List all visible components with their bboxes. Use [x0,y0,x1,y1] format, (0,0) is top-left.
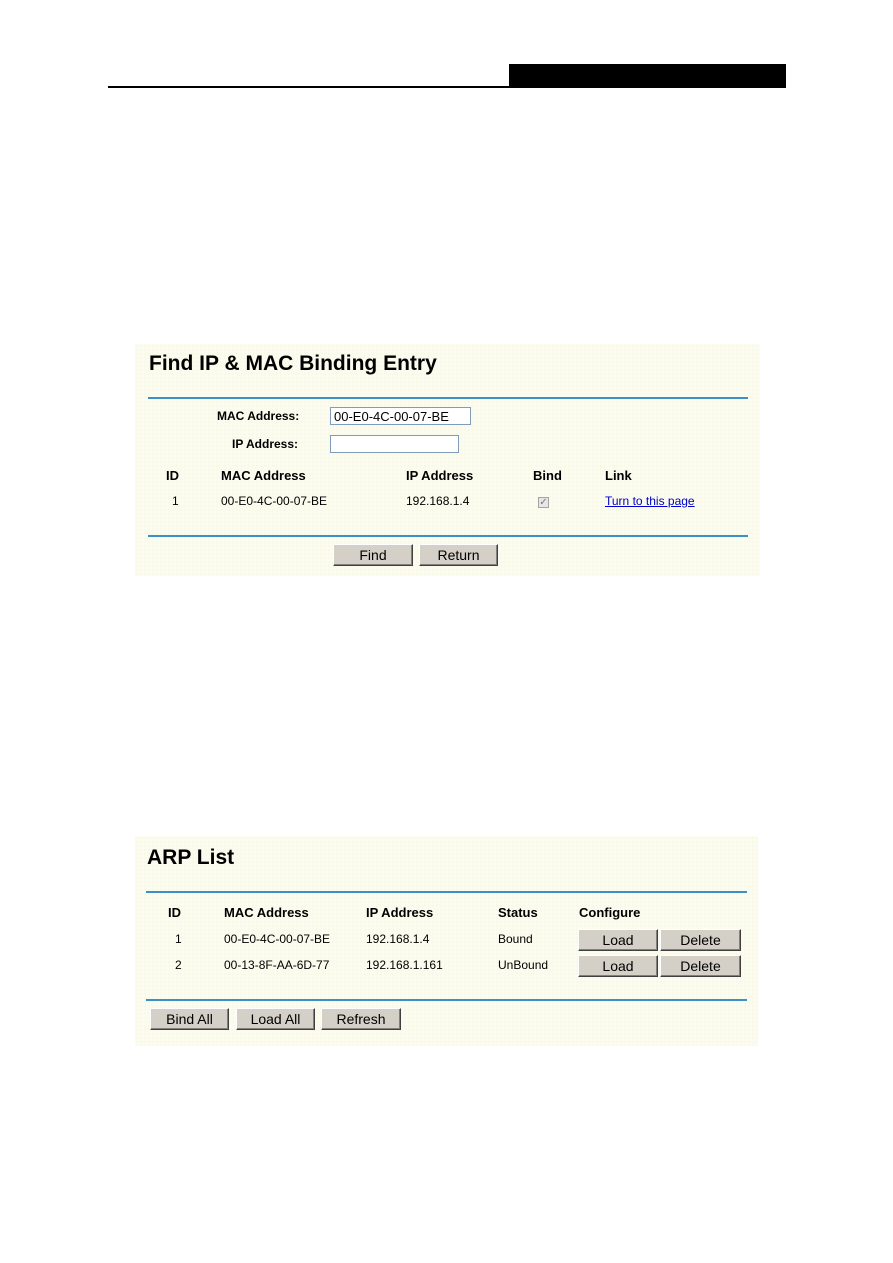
arp-row-1-status: Bound [498,932,533,946]
arp-row-1-id: 1 [175,932,182,946]
arp-row-1-mac: 00-E0-4C-00-07-BE [224,932,331,946]
arp-col-header-status: Status [498,905,538,920]
arp-col-header-configure: Configure [579,905,641,920]
arp-list-panel [135,836,758,1046]
mac-address-label: MAC Address: [217,409,300,423]
arp-col-header-id: ID [168,905,181,920]
arp-row-2-status: UnBound [498,958,549,972]
arp-row-2-id: 2 [175,958,182,972]
result-mac: 00-E0-4C-00-07-BE [221,494,328,508]
find-bottom-divider [148,535,748,537]
arp-top-divider [146,891,747,893]
arp-col-header-ip: IP Address [366,905,434,920]
col-header-id: ID [166,468,179,483]
bind-checkbox[interactable]: ✓ [539,497,548,508]
find-top-divider [148,397,748,399]
arp-row-1-ip: 192.168.1.4 [366,932,430,946]
arp-col-header-mac: MAC Address [224,905,309,920]
header-rule [108,86,786,88]
arp-row-2-ip: 192.168.1.161 [366,958,443,972]
arp-panel-title: ARP List [147,846,235,869]
arp-row-2-load-button[interactable]: Load [578,955,658,977]
load-all-button[interactable]: Load All [236,1008,315,1030]
result-ip: 192.168.1.4 [406,494,470,508]
col-header-mac: MAC Address [221,468,306,483]
arp-row-1-delete-button[interactable]: Delete [660,929,741,951]
bind-all-button[interactable]: Bind All [150,1008,229,1030]
result-id: 1 [172,494,179,508]
col-header-bind: Bind [533,468,562,483]
arp-bottom-divider [146,999,747,1001]
arp-row-2-mac: 00-13-8F-AA-6D-77 [224,958,330,972]
find-binding-panel [135,344,760,576]
col-header-ip: IP Address [406,468,474,483]
arp-row-2-delete-button[interactable]: Delete [660,955,741,977]
col-header-link: Link [605,468,632,483]
return-button[interactable]: Return [419,544,498,566]
mac-address-input[interactable] [330,407,471,425]
ip-address-input[interactable] [330,435,459,453]
arp-row-1-load-button[interactable]: Load [578,929,658,951]
refresh-button[interactable]: Refresh [321,1008,401,1030]
ip-address-label: IP Address: [232,437,299,451]
find-button[interactable]: Find [333,544,413,566]
find-panel-title: Find IP & MAC Binding Entry [149,352,437,375]
turn-to-page-link[interactable]: Turn to this page [605,494,695,508]
header-block [509,64,786,88]
